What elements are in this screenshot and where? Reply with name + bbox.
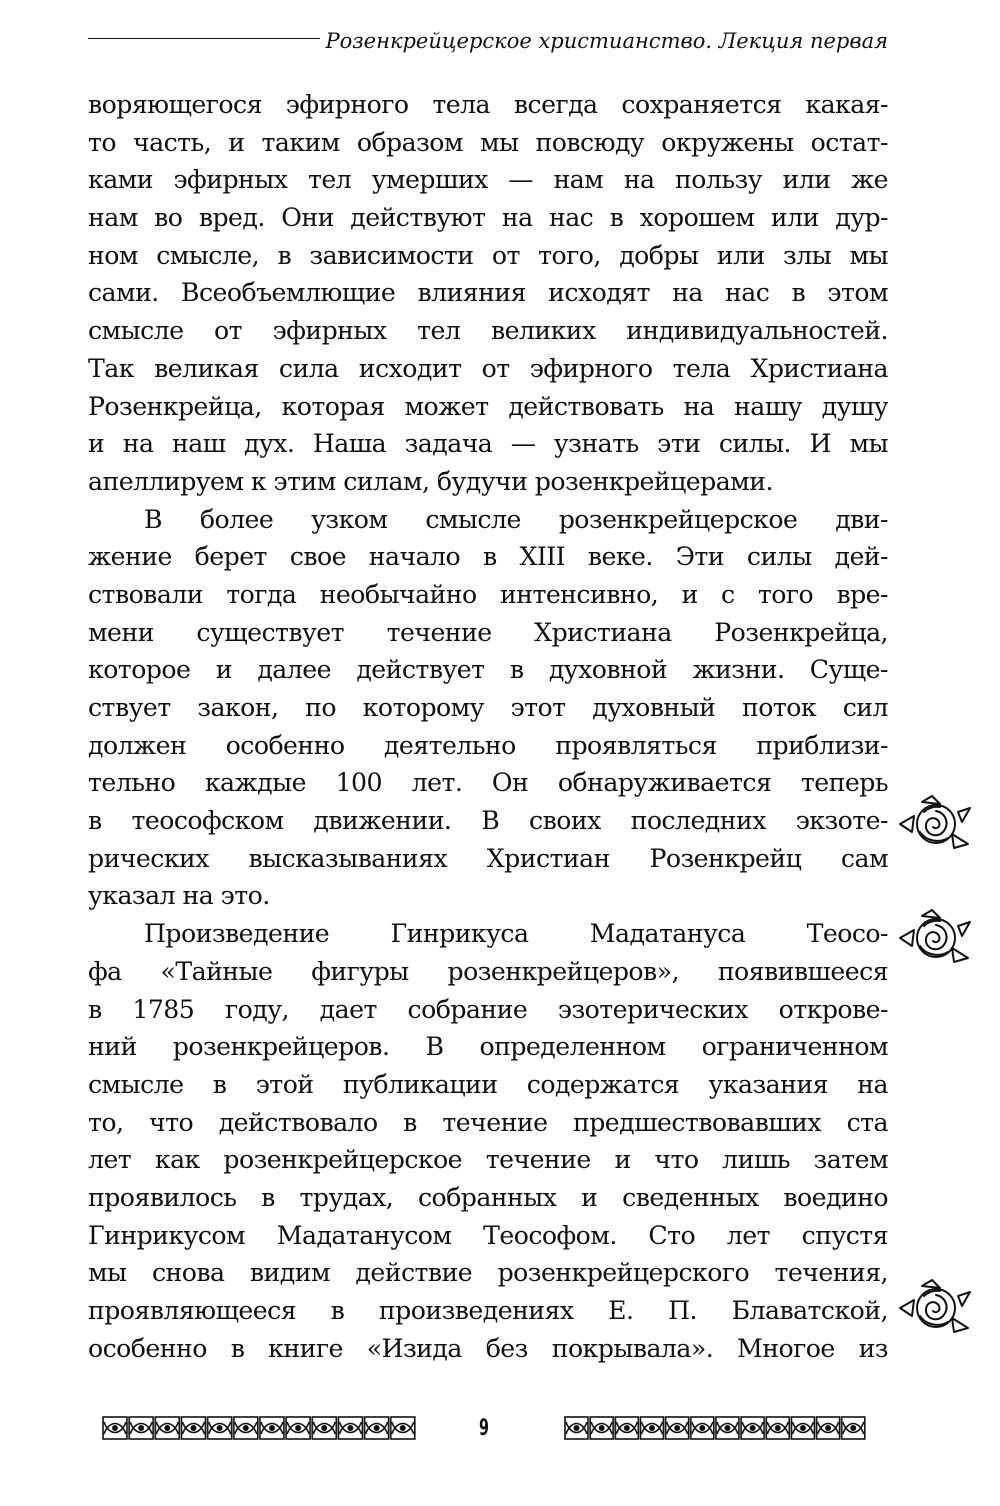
text-line: ствует закон, по которому этот духовный поток сил	[88, 693, 888, 722]
text-line: в теософском движении. В своих последних экзоте-	[88, 806, 888, 836]
text-line: указал на это.	[88, 881, 270, 911]
text-line: жение берет свое начало в XIII веке. Эти силы дей-	[88, 542, 888, 572]
text-line: рических высказываниях Христиан Розенкрейц сам	[88, 843, 888, 873]
paragraph-3	[88, 915, 888, 1367]
text-line: апеллируем к этим силам, будучи розенкрейцерами.	[88, 466, 773, 496]
header-title: Розенкрейцерское христианство. Лекция первая	[325, 29, 888, 53]
text-line: в 1785 году, дает собрание эзотерических открове-	[88, 994, 888, 1024]
celtic-knot-border-right-icon	[564, 1414, 866, 1442]
text-line: нам во вред. Они действуют на нас в хорошем или дур-	[88, 203, 888, 233]
text-line: Произведение Гинрикуса Мадатануса Теосо-	[144, 919, 888, 949]
text-line: должен особенно деятельно проявляться приблизи-	[88, 730, 888, 760]
text-line: то, что действовало в течение предшествовавших ста	[88, 1107, 888, 1137]
rose-ornament-icon	[898, 1278, 972, 1340]
paragraph-1	[88, 86, 888, 501]
text-line: ном смысле, в зависимости от того, добры или злы мы	[88, 240, 888, 270]
text-line: смысле в этой публикации содержатся указания на	[88, 1069, 888, 1099]
text-line: фа «Тайные фигуры розенкрейцеров», появившееся	[88, 956, 888, 986]
celtic-knot-border-left-icon	[102, 1414, 416, 1442]
rose-ornament-icon	[898, 794, 972, 856]
header-rule	[88, 38, 320, 39]
page-footer	[0, 1412, 1000, 1452]
text-line: лет как розенкрейцерское течение и что лишь затем	[88, 1145, 888, 1175]
text-line: тельно каждые 100 лет. Он обнаруживается теперь	[88, 768, 888, 798]
text-line: и на наш дух. Наша задача — узнать эти силы. И мы	[88, 429, 888, 459]
text-line: мени существует течение Христиана Розенкрейца,	[88, 617, 888, 647]
rose-ornament-icon	[898, 908, 972, 970]
text-line: смысле от эфирных тел великих индивидуальностей.	[88, 316, 888, 346]
text-line: мы снова видим действие розенкрейцерского течения,	[88, 1258, 888, 1288]
text-line: проявляющееся в произведениях Е. П. Блаватской,	[88, 1296, 888, 1325]
text-line: ний розенкрейцеров. В определенном ограниченном	[88, 1032, 888, 1062]
body-text	[88, 86, 888, 1367]
text-line: то часть, и таким образом мы повсюду окружены остат-	[88, 127, 888, 157]
text-line: В более узком смысле розенкрейцерское дви-	[144, 504, 888, 534]
text-line: особенно в книге «Изида без покрывала». Многое из	[88, 1333, 888, 1363]
text-line: ками эфирных тел умерших — нам на пользу или же	[88, 165, 888, 195]
text-line: воряющегося эфирного тела всегда сохраняется какая-	[88, 90, 888, 119]
text-line: которое и далее действует в духовной жизни. Суще-	[88, 655, 888, 685]
text-line: Розенкрейца, которая может действовать на нашу душу	[88, 391, 888, 421]
text-line: Так великая сила исходит от эфирного тела Христиана	[88, 353, 888, 383]
text-line: Гинрикусом Мадатанусом Теософом. Сто лет спустя	[88, 1220, 888, 1250]
page-number: 9	[479, 1416, 489, 1441]
running-header	[88, 26, 888, 66]
text-line: проявилось в трудах, собранных и сведенных воедино	[88, 1182, 888, 1212]
text-line: ствовали тогда необычайно интенсивно, и с того вре-	[88, 579, 888, 609]
paragraph-2	[88, 501, 888, 916]
text-line: сами. Всеобъемлющие влияния исходят на нас в этом	[88, 278, 888, 308]
